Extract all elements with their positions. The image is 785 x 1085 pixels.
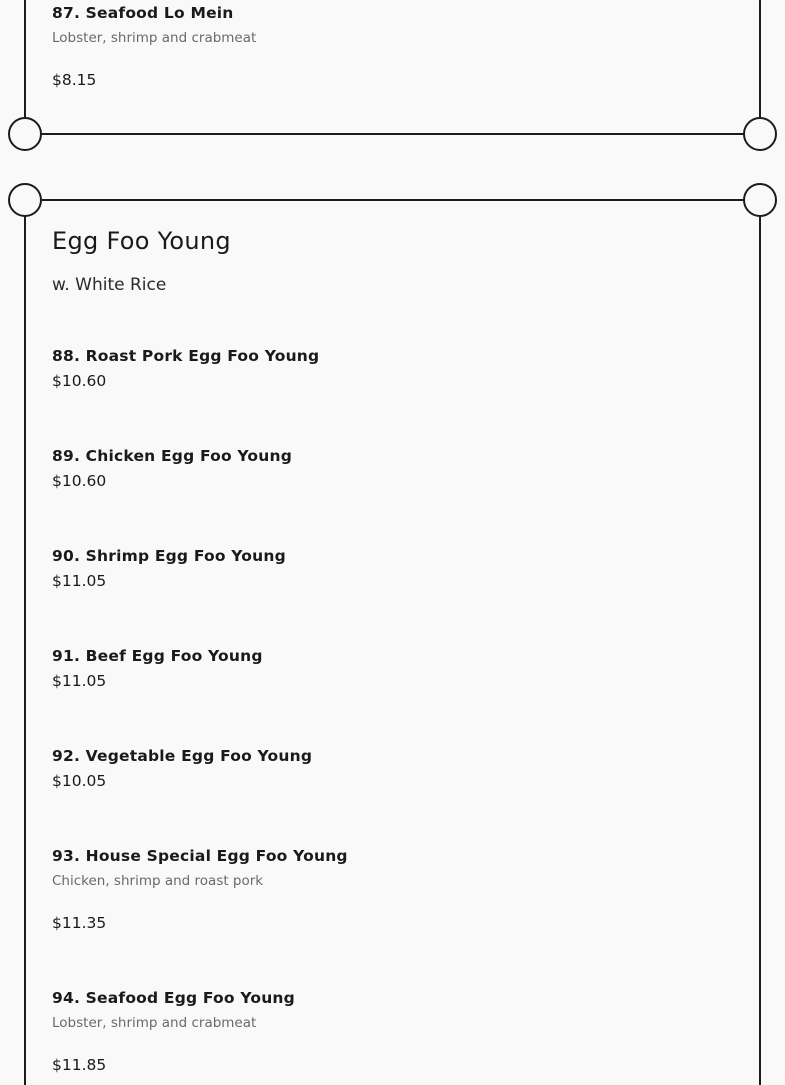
menu-item-name: 87. Seafood Lo Mein [52,4,234,22]
menu-item-name: 88. Roast Pork Egg Foo Young [52,347,320,365]
menu-item-name: 91. Beef Egg Foo Young [52,647,263,665]
menu-item-price: $11.85 [52,1056,107,1074]
menu-item-price: $8.15 [52,71,97,89]
card-corner-ornament [8,117,42,151]
menu-item[interactable] [52,347,319,390]
menu-item-price: $11.05 [52,572,107,590]
section-subtitle: w. White Rice [52,275,167,295]
menu-item-price: $10.05 [52,772,107,790]
menu-item[interactable] [52,847,348,932]
menu-item[interactable] [52,547,286,590]
menu-item[interactable] [52,747,312,790]
menu-item[interactable] [52,989,295,1074]
menu-item-price: $11.35 [52,914,107,932]
menu-item-description: Chicken, shrimp and roast pork [52,873,264,889]
menu-item-name: 90. Shrimp Egg Foo Young [52,547,286,565]
card-corner-ornament [8,183,42,217]
menu-item[interactable] [52,4,256,89]
menu-item[interactable] [52,647,263,690]
menu-item[interactable] [52,447,292,490]
menu-item-name: 89. Chicken Egg Foo Young [52,447,293,465]
menu-item-description: Lobster, shrimp and crabmeat [52,1015,257,1031]
menu-section-card [24,199,761,1085]
menu-item-description: Lobster, shrimp and crabmeat [52,30,257,46]
card-corner-ornament [743,117,777,151]
menu-item-name: 92. Vegetable Egg Foo Young [52,747,313,765]
card-corner-ornament [743,183,777,217]
menu-item-name: 94. Seafood Egg Foo Young [52,989,295,1007]
menu-item-name: 93. House Special Egg Foo Young [52,847,348,865]
menu-item-price: $10.60 [52,472,107,490]
section-title: Egg Foo Young [52,227,231,255]
menu-item-price: $11.05 [52,672,107,690]
menu-section-card [24,0,761,135]
menu-item-price: $10.60 [52,372,107,390]
